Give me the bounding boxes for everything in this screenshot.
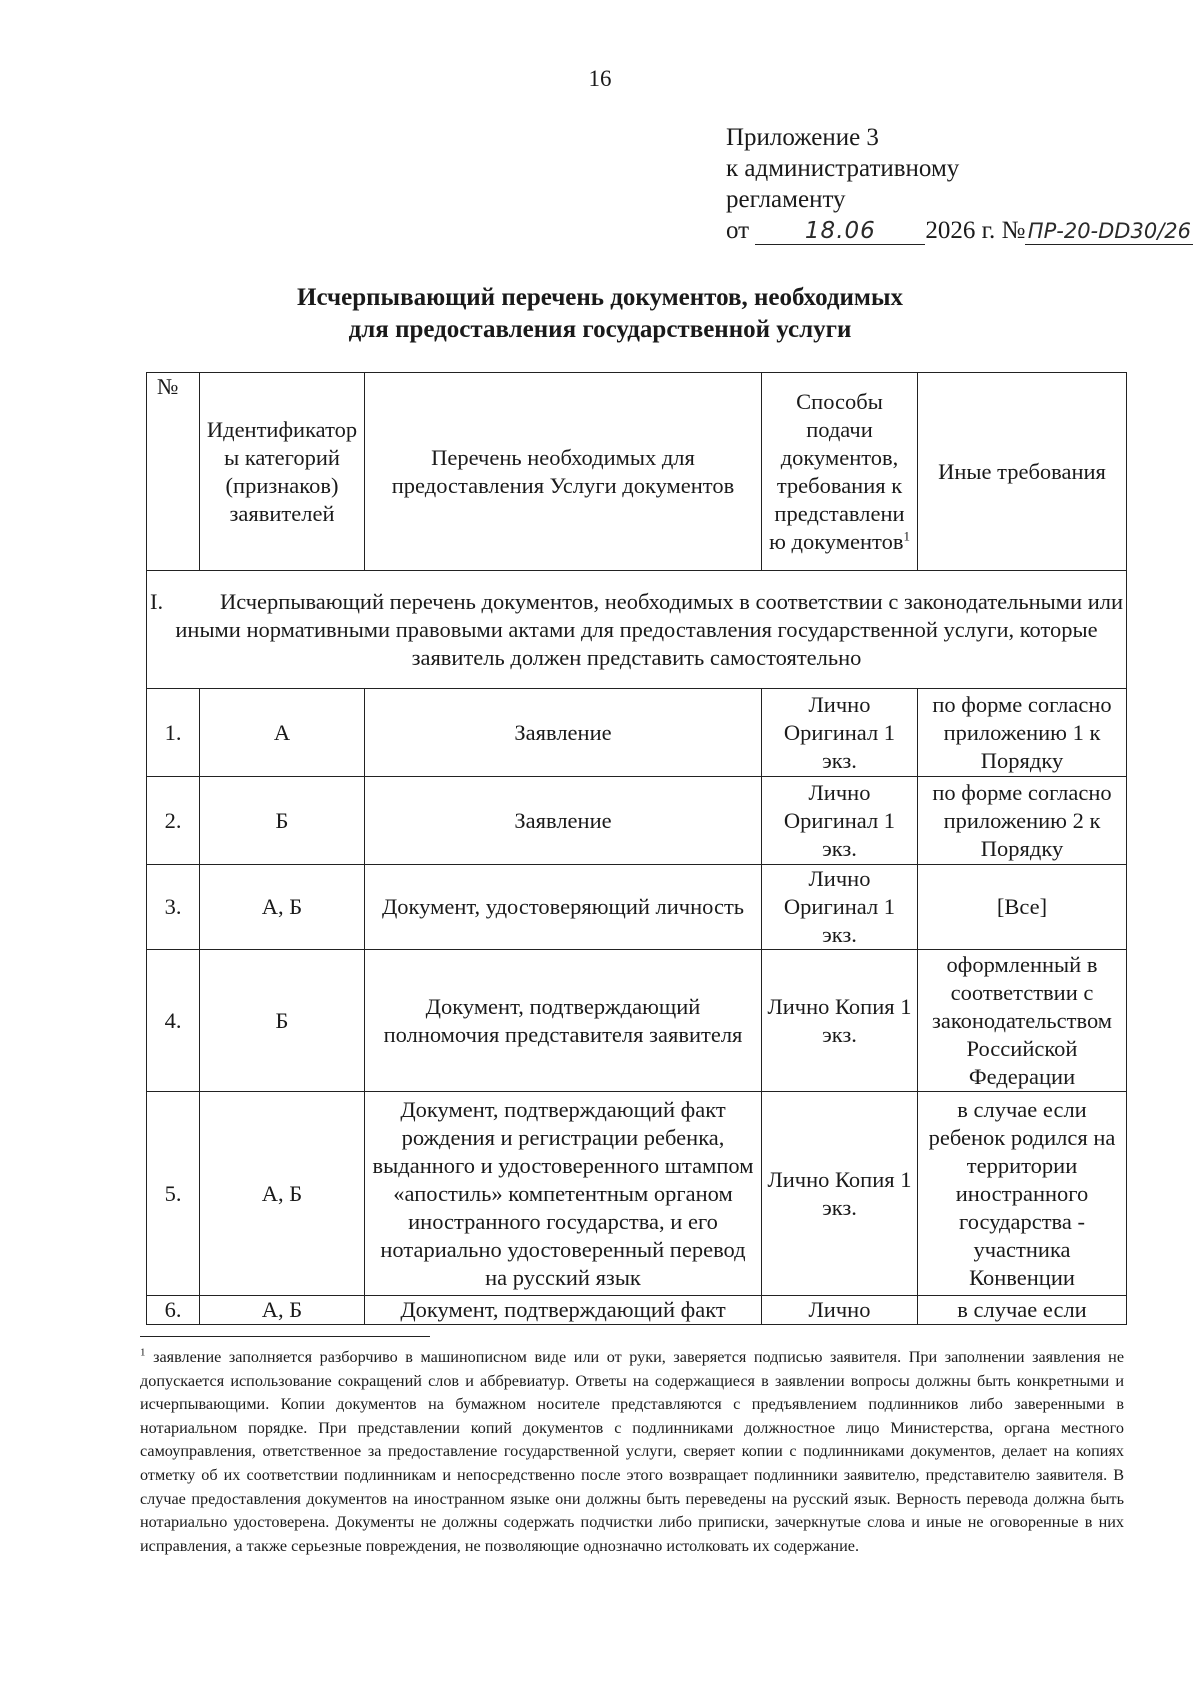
row-category: А, Б (200, 1296, 365, 1325)
section-cell (147, 571, 1127, 689)
row-category: Б (200, 777, 365, 865)
appendix-line-1: Приложение 3 (726, 124, 879, 151)
row-other: оформленный в соответствии с законодательством Российской Федерации (918, 950, 1127, 1092)
row-other: по форме согласно приложению 2 к Порядку (918, 777, 1127, 865)
document-title (0, 282, 1200, 346)
footnote-marker: 1 (140, 1346, 146, 1359)
row-other: по форме согласно приложению 1 к Порядку (918, 689, 1127, 777)
header-documents: Перечень необходимых для предоставления Услуги документов (365, 373, 762, 571)
title-line-2: для предоставления государственной услуги (348, 316, 852, 343)
row-other: в случае если ребенок родился на территории иностранного государства - участника Конвенции (918, 1092, 1127, 1296)
row-method: Лично Оригинал 1 экз. (762, 777, 918, 865)
row-document: Документ, подтверждающий факт рождения и регистрации ребенка, выданного и удостоверенного штампом «апостиль» компетентным органом иностранного государства, и его нотариально удостоверенный перевод на русский язык (365, 1092, 762, 1296)
row-method: Лично Оригинал 1 экз. (762, 689, 918, 777)
table-row (147, 865, 1127, 950)
header-other: Иные требования (918, 373, 1127, 571)
table-row (147, 950, 1127, 1092)
header-methods (762, 373, 918, 571)
section-row (147, 571, 1127, 689)
header-num: № (147, 373, 200, 571)
date-prefix: от (726, 217, 750, 244)
row-method: Лично Копия 1 экз. (762, 1092, 918, 1296)
section-text: Исчерпывающий перечень документов, необходимых в соответствии с законодательными или иными нормативными правовыми актами для предоставления государственной услуги, которые заявитель должен представить самостоятельно (175, 588, 1124, 670)
row-document: Документ, удостоверяющий личность (365, 865, 762, 950)
page-number: 16 (588, 66, 612, 91)
handwritten-number: ПР-20-DD30/26 (1025, 218, 1193, 245)
row-category: А (200, 689, 365, 777)
table-row (147, 689, 1127, 777)
footnote (140, 1346, 1124, 1558)
section-roman: I. (149, 588, 164, 614)
row-category: А, Б (200, 865, 365, 950)
row-method: Лично Копия 1 экз. (762, 950, 918, 1092)
year-number-label: 2026 г. № (925, 217, 1026, 244)
row-document: Заявление (365, 777, 762, 865)
table-row (147, 1296, 1127, 1325)
footnote-text: заявление заполняется разборчиво в машинописном виде или от руки, заверяется подписью заявителя. При заполнении заявления не допускается использование сокращений слов и аббревиатур. Ответы на содержащиеся в заявлении вопросы должны быть конкретными и исчерпывающими. Копии документов на бумажном носителе представляются с предъявлением подлинников либо заверенными в нотариальном порядке. При представлении копий документов с подлинниками должностное лицо Министерства, органа местного самоуправления, ответственное за предоставление государственной услуги, сверяет копии с подлинниками документов, делает на копиях отметку об их соответствии подлинникам и непосредственно после этого возвращает подлинники заявителю, представителю заявителя. В случае предоставления документов на иностранном языке они должны быть переведены на русский язык. Верность перевода должна быть нотариально удостоверена. Документы не должны содержать подчистки либо приписки, зачеркнутые слова и иные не оговоренные в них исправления, а также серьезные повреждения, не позволяющие однозначно истолковать их содержание. (140, 1348, 1125, 1555)
row-document: Документ, подтверждающий полномочия представителя заявителя (365, 950, 762, 1092)
documents-table (146, 372, 1127, 1325)
row-num: 3. (147, 865, 200, 950)
row-other: в случае если (918, 1296, 1127, 1325)
row-document: Заявление (365, 689, 762, 777)
row-num: 4. (147, 950, 200, 1092)
row-category: Б (200, 950, 365, 1092)
row-num: 5. (147, 1092, 200, 1296)
header-category: Идентификатор ы категорий (признаков) заявителей (200, 373, 365, 571)
table-row (147, 1092, 1127, 1296)
footnote-ref: 1 (903, 528, 910, 543)
appendix-block (726, 122, 1191, 246)
footnote-separator (140, 1336, 430, 1337)
row-document: Документ, подтверждающий факт (365, 1296, 762, 1325)
row-num: 6. (147, 1296, 200, 1325)
appendix-line-2: к административному (726, 155, 960, 182)
row-category: А, Б (200, 1092, 365, 1296)
row-num: 2. (147, 777, 200, 865)
row-method: Лично (762, 1296, 918, 1325)
header-methods-text: Способы подачи документов, требования к представлени ю документов (769, 388, 905, 554)
table-header-row (147, 373, 1127, 571)
row-method: Лично Оригинал 1 экз. (762, 865, 918, 950)
appendix-date-line (726, 215, 1191, 246)
appendix-line-3: регламенту (726, 186, 846, 213)
row-other: [Все] (918, 865, 1127, 950)
row-num: 1. (147, 689, 200, 777)
handwritten-date: 18.06 (755, 218, 925, 245)
title-line-1: Исчерпывающий перечень документов, необходимых (297, 284, 903, 311)
table-row (147, 777, 1127, 865)
